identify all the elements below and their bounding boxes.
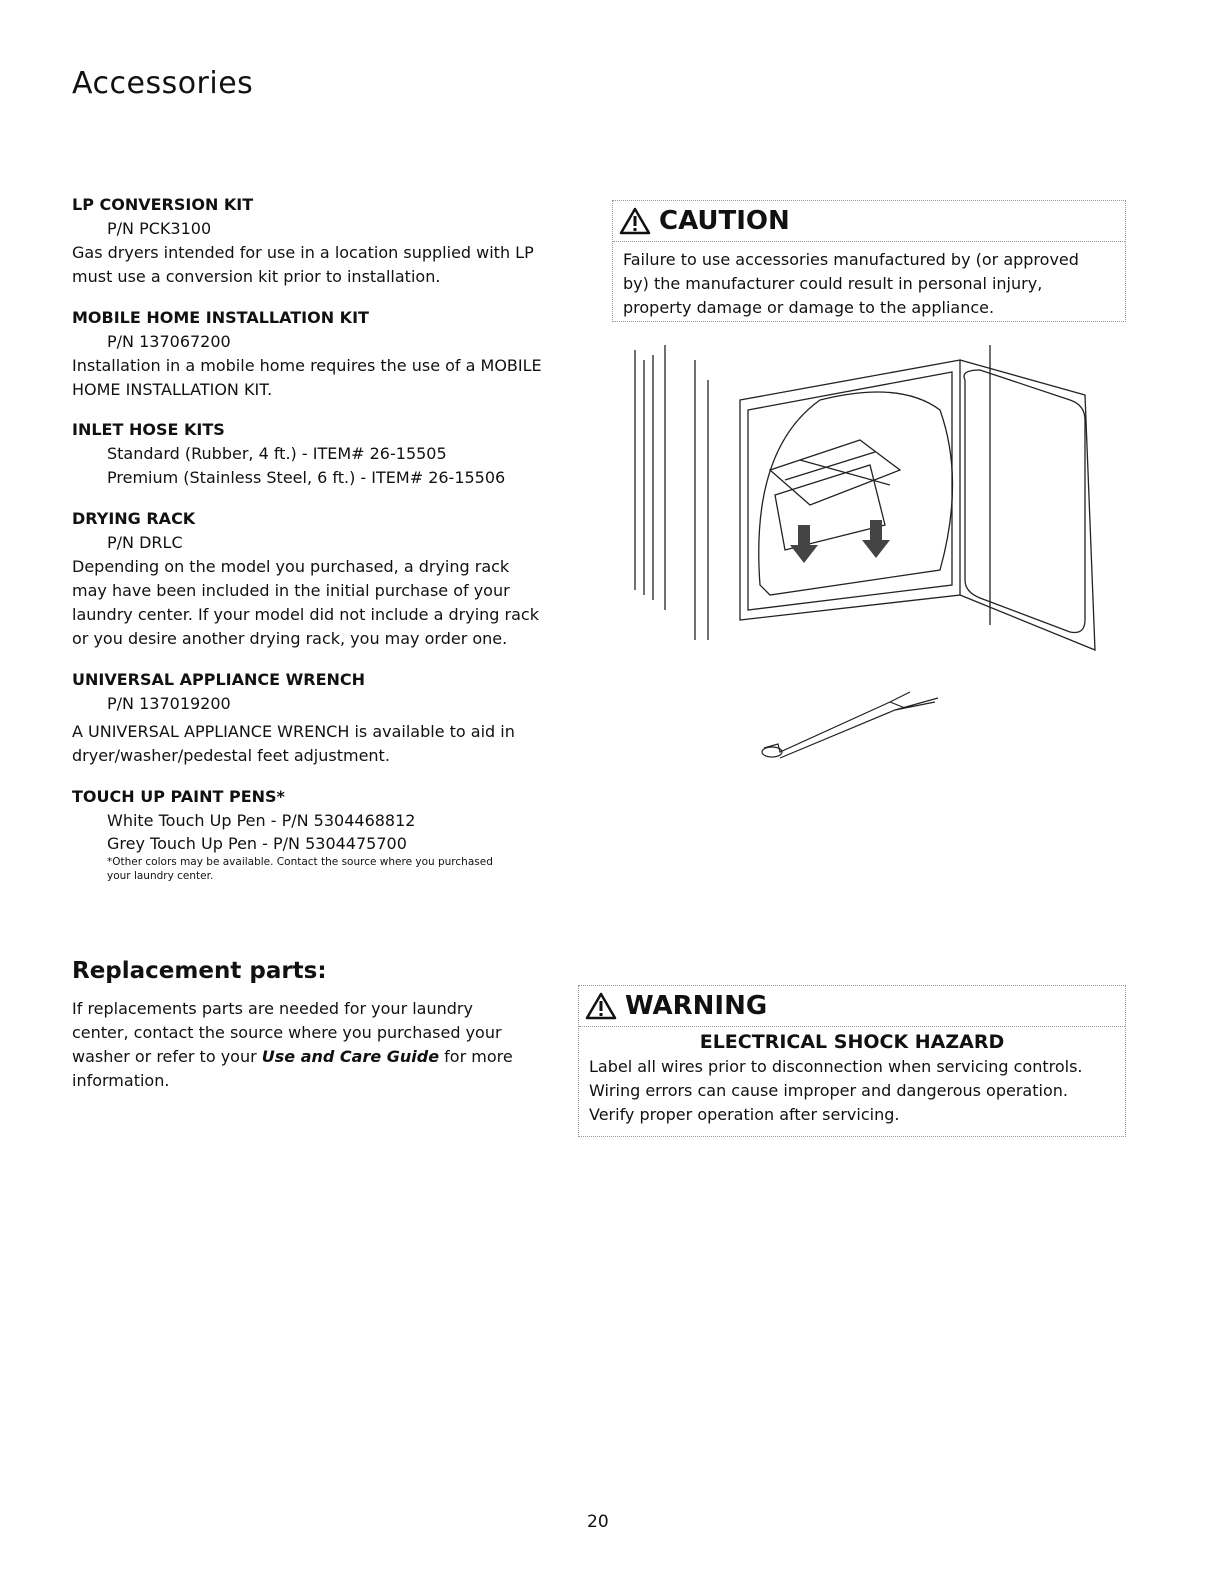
- caution-label: CAUTION: [659, 206, 790, 236]
- part-number: P/N 137067200: [107, 332, 231, 351]
- warning-subheading: ELECTRICAL SHOCK HAZARD: [699, 1031, 1005, 1053]
- section-heading: INLET HOSE KITS: [72, 420, 225, 439]
- description-line: Gas dryers intended for use in a location supplied with LP: [72, 243, 534, 262]
- warning-line: Label all wires prior to disconnection when servicing controls.: [589, 1057, 1083, 1076]
- caution-line: by) the manufacturer could result in personal injury,: [623, 274, 1043, 293]
- footnote: your laundry center.: [107, 870, 214, 882]
- wrench-illustration: [750, 690, 950, 780]
- part-number: P/N 137019200: [107, 694, 231, 713]
- section-heading: DRYING RACK: [72, 509, 196, 528]
- warning-line: Wiring errors can cause improper and dangerous operation.: [589, 1081, 1068, 1100]
- description-line: A UNIVERSAL APPLIANCE WRENCH is available to aid in: [72, 722, 515, 741]
- caution-header: [613, 201, 1125, 242]
- item-line: Grey Touch Up Pen - P/N 5304475700: [107, 834, 407, 853]
- replacement-parts-heading: Replacement parts:: [72, 958, 327, 984]
- section-heading: LP CONVERSION KIT: [72, 195, 254, 214]
- accessory-touch-up-pens: [72, 785, 493, 883]
- description-line: HOME INSTALLATION KIT.: [72, 380, 273, 399]
- warning-line: Verify proper operation after servicing.: [589, 1105, 900, 1124]
- body-line: If replacements parts are needed for your laundry: [72, 999, 473, 1018]
- caution-line: Failure to use accessories manufactured by (or approved: [623, 250, 1079, 269]
- item-line: Premium (Stainless Steel, 6 ft.) - ITEM# 26-15506: [107, 468, 506, 487]
- description-line: dryer/washer/pedestal feet adjustment.: [72, 746, 390, 765]
- accessory-lp-conversion-kit: [72, 193, 534, 289]
- accessory-universal-wrench: [72, 668, 515, 768]
- caution-body: [613, 242, 1125, 326]
- warning-header: [579, 986, 1125, 1027]
- body-line: information.: [72, 1071, 170, 1090]
- accessory-drying-rack: [72, 507, 539, 651]
- caution-line: property damage or damage to the appliance.: [623, 298, 995, 317]
- warning-triangle-icon: [585, 992, 617, 1020]
- caution-box: [612, 200, 1126, 322]
- description-line: or you desire another drying rack, you may order one.: [72, 629, 508, 648]
- warning-label: WARNING: [625, 991, 768, 1021]
- description-line: must use a conversion kit prior to installation.: [72, 267, 441, 286]
- body-text: washer or refer to your: [72, 1047, 262, 1066]
- body-text: for more: [439, 1047, 513, 1066]
- body-line: center, contact the source where you purchased your: [72, 1023, 502, 1042]
- page-number: 20: [587, 1512, 609, 1532]
- description-line: may have been included in the initial purchase of your: [72, 581, 510, 600]
- replacement-parts-body: [72, 997, 513, 1093]
- part-number: P/N DRLC: [107, 533, 183, 552]
- use-and-care-guide-reference: Use and Care Guide: [261, 1047, 440, 1066]
- item-line: White Touch Up Pen - P/N 5304468812: [107, 811, 416, 830]
- warning-triangle-icon: [619, 207, 651, 235]
- section-heading: TOUCH UP PAINT PENS*: [72, 787, 285, 806]
- page-title: Accessories: [72, 66, 254, 101]
- accessory-inlet-hose-kits: [72, 418, 505, 490]
- section-heading: MOBILE HOME INSTALLATION KIT: [72, 308, 369, 327]
- item-line: Standard (Rubber, 4 ft.) - ITEM# 26-15505: [107, 444, 447, 463]
- footnote: *Other colors may be available. Contact the source where you purchased: [107, 856, 493, 868]
- warning-box: [578, 985, 1126, 1137]
- dryer-drying-rack-illustration: [620, 340, 1110, 670]
- description-line: Depending on the model you purchased, a drying rack: [72, 557, 510, 576]
- description-line: laundry center. If your model did not include a drying rack: [72, 605, 539, 624]
- warning-body: [579, 1027, 1125, 1133]
- part-number: P/N PCK3100: [107, 219, 212, 238]
- description-line: Installation in a mobile home requires the use of a MOBILE: [72, 356, 542, 375]
- section-heading: UNIVERSAL APPLIANCE WRENCH: [72, 670, 366, 689]
- accessory-mobile-home-kit: [72, 306, 542, 402]
